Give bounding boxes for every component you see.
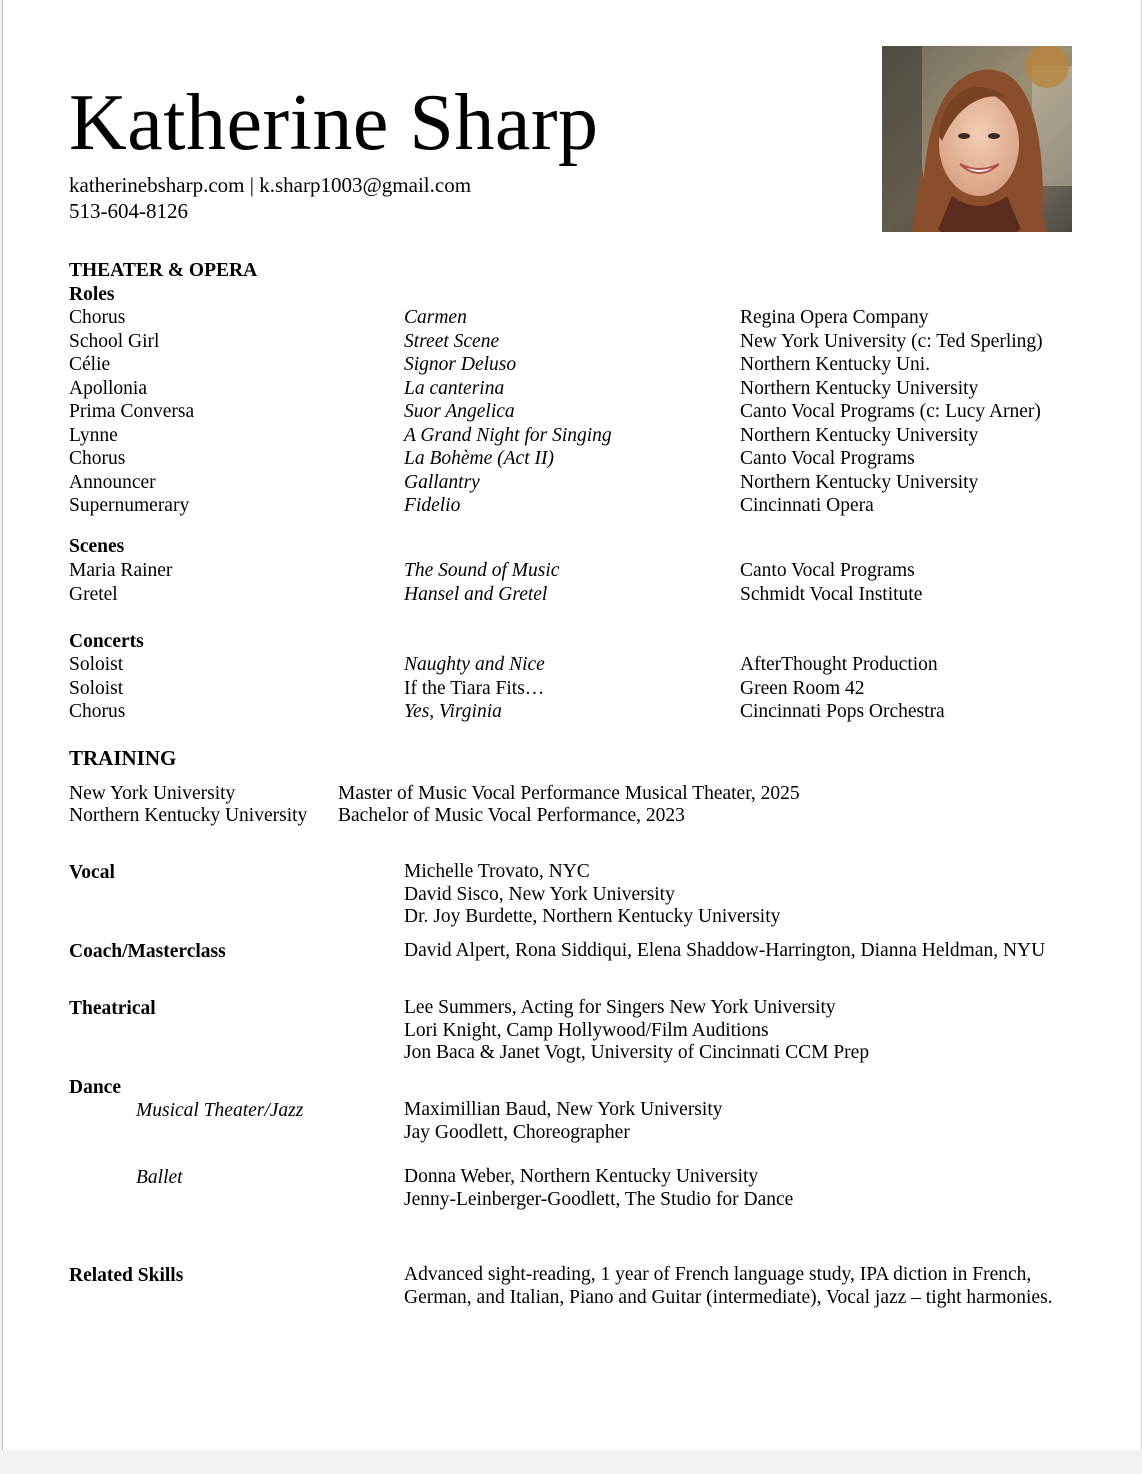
skills-line: German, and Italian, Piano and Guitar (intermediate), Vocal jazz – tight harmonies.: [404, 1286, 1053, 1308]
work-title: Fidelio: [404, 495, 461, 516]
work-title: The Sound of Music: [404, 560, 560, 581]
role-name: Soloist: [69, 654, 124, 675]
role-name: Supernumerary: [69, 495, 190, 516]
work-title: Yes, Virginia: [404, 701, 502, 722]
table-row: [3, 377, 1141, 401]
table-row: [3, 447, 1141, 471]
work-title: La canterina: [404, 377, 505, 399]
role-name: Soloist: [69, 677, 124, 699]
company-name: Cincinnati Opera: [740, 495, 874, 516]
degree-school: New York University: [69, 783, 236, 804]
teacher-line: David Sisco, New York University: [404, 883, 675, 905]
table-row: [3, 559, 1141, 583]
table-row: [3, 400, 1141, 424]
headshot-image: [882, 46, 1072, 232]
company-name: Northern Kentucky University: [740, 471, 979, 493]
subheading-roles: Roles: [69, 284, 115, 305]
table-row: [3, 583, 1141, 607]
role-name: Maria Rainer: [69, 560, 173, 581]
theatrical-teachers: [404, 997, 869, 1065]
role-name: Célie: [69, 354, 111, 375]
company-name: Regina Opera Company: [740, 307, 929, 328]
company-name: Northern Kentucky Uni.: [740, 354, 931, 375]
role-name: Lynne: [69, 424, 118, 446]
contact-line-phone: 513-604-8126: [69, 199, 188, 223]
work-title: La Bohème (Act II): [404, 448, 554, 469]
company-name: Northern Kentucky University: [740, 424, 979, 446]
role-name: Gretel: [69, 583, 118, 605]
contact-line-web-email: katherinebsharp.com | k.sharp1003@gmail.com: [69, 173, 472, 197]
teacher-line: Michelle Trovato, NYC: [404, 861, 590, 882]
work-title: A Grand Night for Singing: [404, 424, 612, 446]
coach-teachers: [404, 940, 1045, 963]
teacher-line: Jon Baca & Janet Vogt, University of Cincinnati CCM Prep: [404, 1042, 870, 1064]
training-label-coach: Coach/Masterclass: [69, 941, 226, 962]
training-label-dance: Dance: [69, 1077, 121, 1098]
vocal-teachers: [404, 861, 780, 929]
work-title: Gallantry: [404, 471, 480, 493]
table-row: [3, 677, 1141, 701]
table-row: [3, 330, 1141, 354]
role-name: Chorus: [69, 448, 126, 469]
table-row: [3, 494, 1141, 518]
work-title: Naughty and Nice: [404, 654, 545, 675]
company-name: Canto Vocal Programs (c: Lucy Arner): [740, 401, 1041, 422]
teacher-line: Donna Weber, Northern Kentucky University: [404, 1166, 759, 1187]
company-name: AfterThought Production: [740, 654, 938, 675]
teacher-line: Dr. Joy Burdette, Northern Kentucky University: [404, 906, 781, 928]
dance-label-ballet: Ballet: [136, 1167, 183, 1188]
training-label-skills: Related Skills: [69, 1265, 184, 1286]
teacher-line: Lee Summers, Acting for Singers New York University: [404, 997, 836, 1018]
role-name: Chorus: [69, 307, 126, 328]
page-title: Katherine Sharp: [69, 79, 599, 167]
table-row: [3, 424, 1141, 448]
role-name: Apollonia: [69, 377, 147, 399]
teacher-line: Jenny-Leinberger-Goodlett, The Studio for Dance: [404, 1188, 794, 1210]
subheading-concerts: Concerts: [69, 631, 144, 652]
company-name: Schmidt Vocal Institute: [740, 583, 923, 605]
subheading-scenes: Scenes: [69, 536, 125, 557]
company-name: New York University (c: Ted Sperling): [740, 330, 1043, 352]
table-row: [3, 306, 1141, 330]
dance-label-musical-theater: Musical Theater/Jazz: [136, 1100, 304, 1121]
ballet-teachers: [404, 1166, 793, 1211]
degree-title: Bachelor of Music Vocal Performance, 2023: [338, 805, 685, 826]
degree-title: Master of Music Vocal Performance Musical Theater, 2025: [338, 783, 800, 804]
role-name: Announcer: [69, 471, 156, 493]
company-name: Canto Vocal Programs: [740, 560, 915, 581]
company-name: Green Room 42: [740, 677, 865, 699]
work-title: If the Tiara Fits…: [404, 677, 545, 699]
company-name: Northern Kentucky University: [740, 377, 979, 399]
training-label-theatrical: Theatrical: [69, 998, 156, 1019]
teacher-line: Lori Knight, Camp Hollywood/Film Auditions: [404, 1019, 769, 1041]
section-heading-training: TRAINING: [69, 746, 177, 770]
work-title: Suor Angelica: [404, 401, 515, 422]
section-heading-theater: THEATER & OPERA: [69, 260, 258, 281]
work-title: Hansel and Gretel: [404, 583, 548, 605]
training-label-vocal: Vocal: [69, 862, 115, 883]
headshot-photo: [882, 46, 1072, 232]
table-row: [3, 353, 1141, 377]
skills-text: [404, 1264, 1053, 1309]
company-name: Cincinnati Pops Orchestra: [740, 701, 945, 722]
table-row: [3, 653, 1141, 677]
work-title: Carmen: [404, 307, 467, 328]
role-name: Prima Conversa: [69, 401, 195, 422]
company-name: Canto Vocal Programs: [740, 448, 915, 469]
teacher-line: Jay Goodlett, Choreographer: [404, 1121, 630, 1143]
teacher-line: David Alpert, Rona Siddiqui, Elena Shaddow-Harrington, Dianna Heldman, NYU: [404, 940, 1046, 961]
table-row: [3, 700, 1141, 724]
table-row: [3, 471, 1141, 495]
skills-line: Advanced sight-reading, 1 year of French language study, IPA diction in French,: [404, 1264, 1032, 1285]
role-name: School Girl: [69, 330, 160, 352]
role-name: Chorus: [69, 701, 126, 722]
work-title: Street Scene: [404, 330, 500, 352]
resume-page: [2, 0, 1142, 1450]
mt-teachers: [404, 1099, 722, 1144]
degree-school: Northern Kentucky University: [69, 805, 308, 826]
work-title: Signor Deluso: [404, 354, 517, 375]
teacher-line: Maximillian Baud, New York University: [404, 1099, 723, 1120]
